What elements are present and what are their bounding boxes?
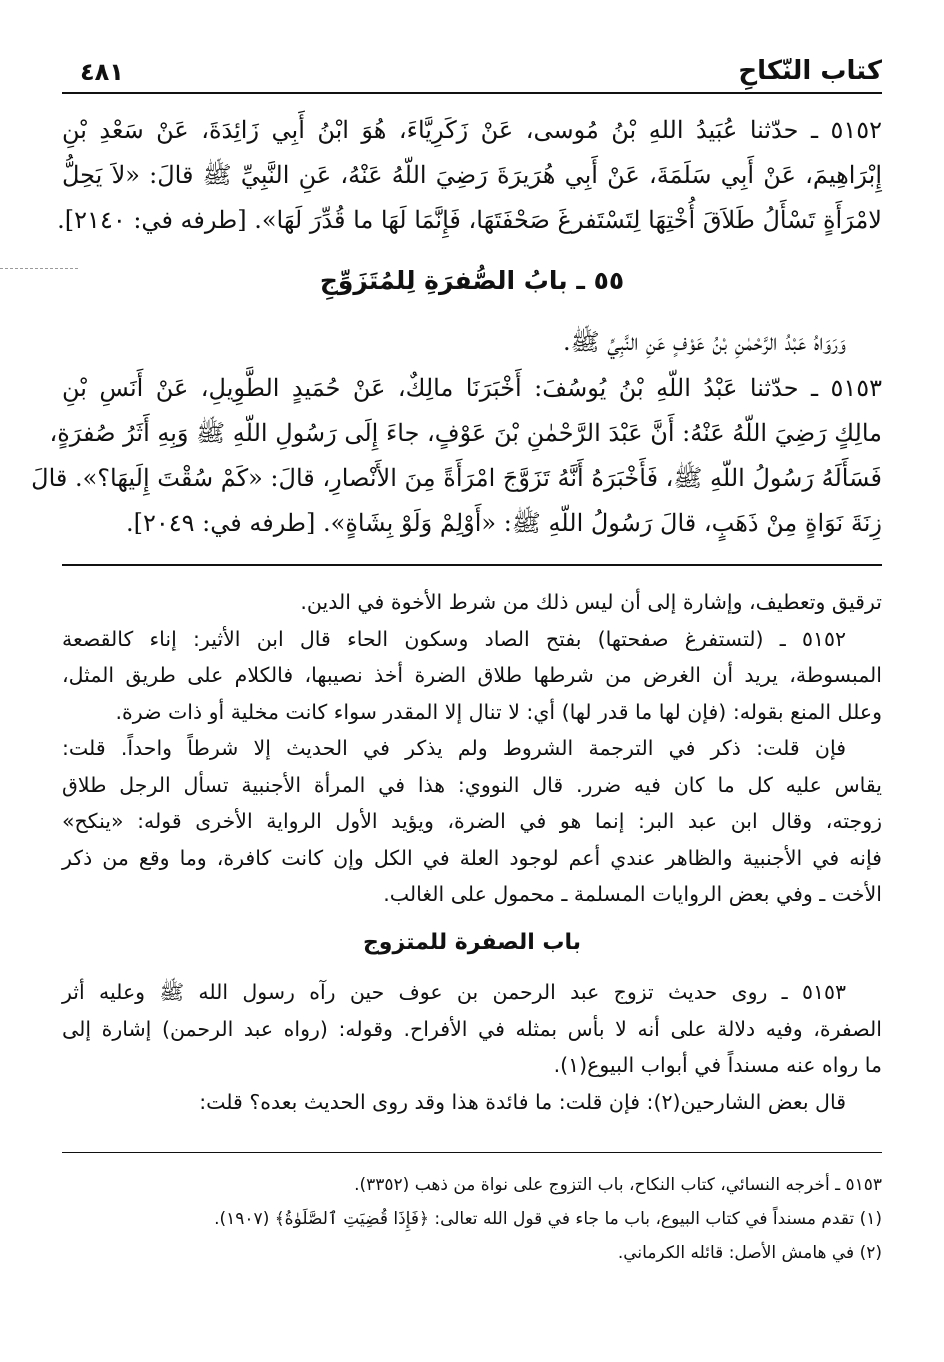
commentary-line: ما رواه عنه مسنداً في أبواب البيوع(١). [553, 1053, 882, 1077]
commentary-line: قال بعض الشارحين(٢): فإن قلت: ما فائدة هذا وقد روى الحديث بعده؟ قلت: [199, 1089, 846, 1114]
hadith-line: لامْرَأَةٍ تَسْأَلُ طَلاَقَ أُخْتِهَا لِتَسْتَفرغَ صَحْفَتَهَا، فَإِنَّمَا لَهَا ما قُدِّرَ لَهَا». [طرفه في: ٢١٤٠]. [57, 206, 882, 234]
hadith-line: إِبْرَاهِيمَ، عَنْ أَبِي سَلَمَةَ، عَنْ أَبِي هُرَيرَةَ رَضِيَ اللّهُ عَنْهُ، عَنِ النَّبِيِّ ﷺ قالَ: «لاَ يَحِلُّ [62, 161, 882, 189]
commentary-line: الصفرة، وفيه دلالة على أنه لا بأس بمثله في الأفراح. وقوله: (رواه عبد الرحمن) إشارة إلى [62, 1016, 882, 1041]
commentary-line: وعلل المنع بقوله: (فإن لها ما قدر لها) أي: لا تنال إلا المقدر سواء كانت مخلية أو ذات ضرة. [115, 699, 882, 724]
footnotes-section [62, 1168, 882, 1270]
footnote: (٢) في هامش الأصل: قائله الكرماني. [617, 1243, 882, 1263]
footnote: (١) تقدم مسنداً في كتاب البيوع، باب ما جاء في قول الله تعالى: ﴿فَإِذَا قُضِيَتِ ٱلصَّلَوٰةُ﴾ (١٩٠٧). [214, 1209, 882, 1229]
commentary-line: ترقيق وتعطيف، وإشارة إلى أن ليس ذلك من شرط الأخوة في الدين. [300, 590, 882, 614]
hadith-line: ٥١٥٣ ـ حدّثنا عَبْدُ اللّهِ بْنُ يُوسُفَ: أَخْبَرَنَا مالِكٌ، عَنْ حُمَيدٍ الطَّوِيلِ، عَنْ أَنَسِ بْنِ [62, 374, 882, 402]
header-rule [62, 92, 882, 94]
commentary-rule [62, 564, 882, 566]
chapter-note [62, 320, 882, 365]
footnote: ٥١٥٣ ـ أخرجه النسائي، كتاب النكاح، باب التزوج على نواة من ذهب (٣٣٥٢). [354, 1175, 882, 1195]
hadith-5152 [57, 108, 882, 243]
commentary-line: زوجته، وقال ابن عبد البر: إنما هو في الضرة، ويؤيد الأول الرواية الأخرى قوله: «ينكح» [62, 809, 882, 833]
hadith-line: زِنَةَ نَوَاةٍ مِنْ ذَهَبٍ، قالَ رَسُولُ اللّهِ ﷺ: «أَوْلِمْ وَلَوْ بِشَاةٍ». [طرفه في: ٢٠٤٩]. [125, 509, 882, 537]
hadith-line: مالِكٍ رَضِيَ اللّهُ عَنْهُ: أَنَّ عَبْدَ الرَّحْمٰنِ بْنَ عَوْفٍ، جاءَ إِلَى رَسُولِ اللّهِ ﷺ وَبِهِ أَثَرُ صُفرَةٍ، [49, 419, 882, 447]
commentary-subheading: باب الصفرة للمتزوج [362, 930, 582, 955]
hadith-line: فَسَأَلَهُ رَسُولُ اللّهِ ﷺ، فَأَخْبَرَهُ أَنَّهُ تَزَوَّجَ امْرَأَةً مِنَ الأَنْصارِ، قالَ: «كَمْ سُقْتَ إِلَيهَا؟». قالَ [31, 464, 882, 492]
commentary-line: فإنه في الأجنبية والظاهر عندي أعم لوجود العلة في الكل وإن كانت كافرة، وما وقع من ذكر [62, 845, 882, 870]
commentary-line: ٥١٥٣ ـ روى حديث تزوج عبد الرحمن بن عوف حين رآه رسول الله ﷺ وعليه أثر [62, 980, 846, 1004]
commentary-section-2 [62, 974, 882, 1120]
page-number: ٤٨١ [80, 58, 124, 86]
chapter-note-line: وَرَوَاهُ عَبْدُ الرَّحْمٰنِ بْنُ عَوْفٍ عَنِ النَّبِيِّ ﷺ. [563, 328, 846, 356]
page-header [80, 46, 882, 86]
commentary-line: فإن قلت: ذكر في الترجمة الشروط ولم يذكر في الحديث إلا شرطاً واحداً. قلت: [62, 736, 846, 760]
commentary-section [62, 584, 882, 913]
footnote-rule [62, 1152, 882, 1153]
commentary-line: ٥١٥٢ ـ (لتستفرغ صفحتها) بفتح الصاد وسكون الحاء قال ابن الأثير: إناء كالقصعة [62, 626, 846, 651]
hadith-line: ٥١٥٢ ـ حدّثنا عُبَيدُ اللهِ بْنُ مُوسى، عَنْ زَكَرِيَّاءَ، هُوَ ابْنُ أَبِي زَائِدَةَ، عَنْ سَعْدِ بْنِ [62, 116, 882, 144]
chapter-heading: ٥٥ ـ بابُ الصُّفرَةِ لِلمُتَزَوِّجِ [319, 266, 625, 295]
commentary-line: يقاس عليه كل ما كان فيه ضرر. قال النووي: هذا في المرأة الأجنبية تسأل الرجل طلاق [62, 772, 882, 797]
hadith-5153 [31, 366, 882, 546]
commentary-line: المبسوطة، يريد أن الغرض من شرطها طلاق الضرة أخذ نصيبها، فالكلام على طريق المثل، [62, 663, 882, 687]
book-chapter-title: كتاب النّكاحِ [738, 56, 882, 86]
commentary-line: الأخت ـ وفي بعض الروايات المسلمة ـ محمول على الغالب. [383, 882, 882, 906]
